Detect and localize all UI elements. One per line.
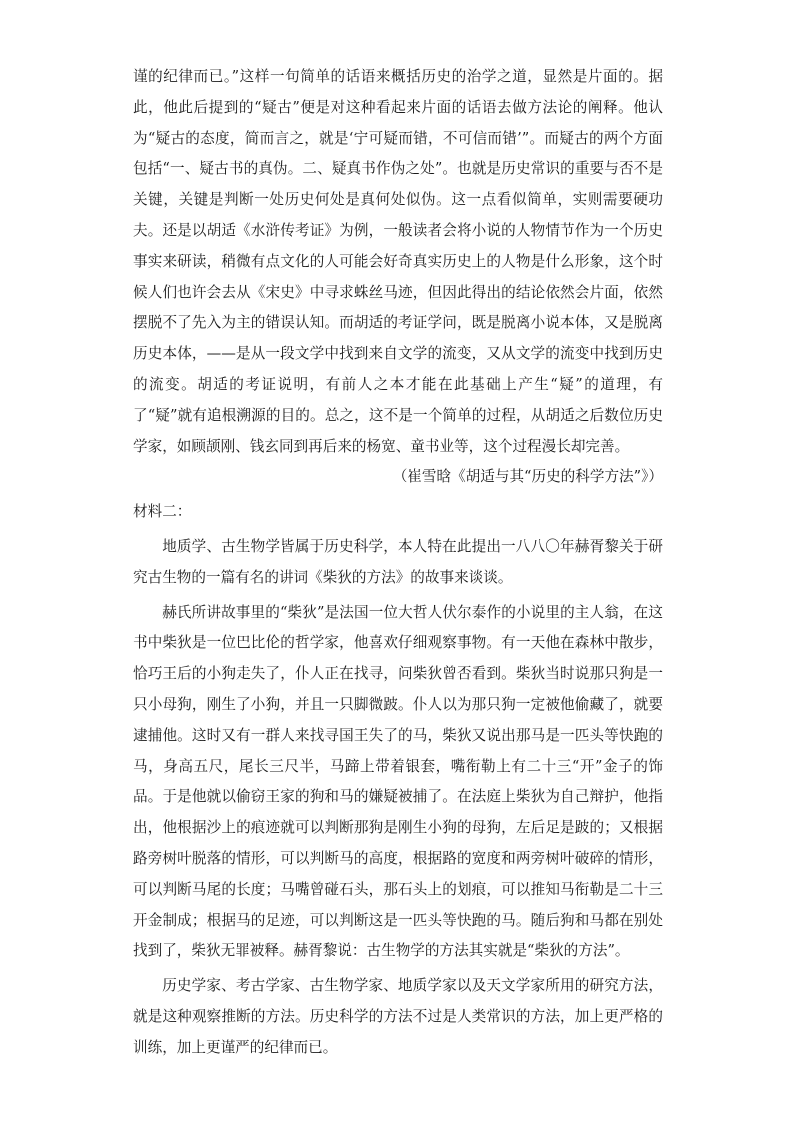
citation: （崔雪晗《胡适与其“历史的科学方法”》） (392, 468, 663, 486)
paragraph-3: 历史学家、考古学家、古生物学家、地质学家以及天文学家所用的研究方法，就是这种观察推断的方法。历史科学的方法不过是人类常识的方法，加上更严格的训练，加上更谨严的纪律而已。 (133, 977, 663, 1056)
paragraph-continued: 谨的纪律而已。”这样一句简单的话语来概括历史的治学之道，显然是片面的。据此，他此后提到的“疑古”便是对这种看起来片面的话语去做方法论的阐释。他认为“疑古的态度，简而言之，就是‘宁可疑而错，不可信而错’”。而疑古的两个方面包括“一、疑古书的真伪。二、疑真书作伪之处”。也就是历史常识的重要与否不是关键，关键是判断一处历史何处是真何处似伪。这一点看似简单，实则需要硬功夫。还是以胡适《水浒传考证》为例，一般读者会将小说的人物情节作为一个历史事实来研读，稍微有点文化的人可能会好奇真实历史上的人物是什么形象，这个时候人们也许会去从《宋史》中寻求蛛丝马迹，但因此得出的结论依然会片面，依然摆脱不了先入为主的错误认知。而胡适的考证学问，既是脱离小说本体，又是脱离历史本体，——是从一段文学中找到来自文学的流变，又从文学的流变中找到历史的流变。胡适的考证说明，有前人之本才能在此基础上产生“疑”的道理，有了“疑”就有追根溯源的目的。总之，这不是一个简单的过程，从胡适之后数位历史学家，如顾颉刚、钱玄同到再后来的杨宽、童书业等，这个过程漫长却完善。 (133, 68, 663, 455)
material-label: 材料二： (133, 503, 192, 521)
paragraph-2: 赫氏所讲故事里的“柴狄”是法国一位大哲人伏尔泰作的小说里的主人翁，在这书中柴狄是一位巴比伦的哲学家，他喜欢仔细观察事物。有一天他在森林中散步，恰巧王后的小狗走失了，仆人正在找寻，问柴狄曾否看到。柴狄当时说那只狗是一只小母狗，刚生了小狗，并且一只脚微跛。仆人以为那只狗一定被他偷藏了，就要逮捕他。这时又有一群人来找寻国王失了的马，柴狄又说出那马是一匹头等快跑的马，身高五尺，尾长三尺半，马蹄上带着银套，嘴衔勒上有二十三“开”金子的饰品。于是他就以偷窃王家的狗和马的嫌疑被捕了。在法庭上柴狄为自己辩护，他指出，他根据沙上的痕迹就可以判断那狗是刚生小狗的母狗，左后足是跛的；又根据路旁树叶脱落的情形，可以判断马的高度，根据路的宽度和两旁树叶破碎的情形，可以判断马尾的长度；马嘴曾碰石头，那石头上的划痕，可以推知马衔勒是二十三开金制成；根据马的足迹，可以判断这是一匹头等快跑的马。随后狗和马都在别处找到了，柴狄无罪被释。赫胥黎说：古生物学的方法其实就是“柴狄的方法”。 (133, 603, 663, 960)
document-body (133, 62, 663, 1064)
paragraph-1: 地质学、古生物学皆属于历史科学，本人特在此提出一八八〇年赫胥黎关于研究古生物的一篇有名的讲词《柴狄的方法》的故事来谈谈。 (133, 537, 663, 586)
